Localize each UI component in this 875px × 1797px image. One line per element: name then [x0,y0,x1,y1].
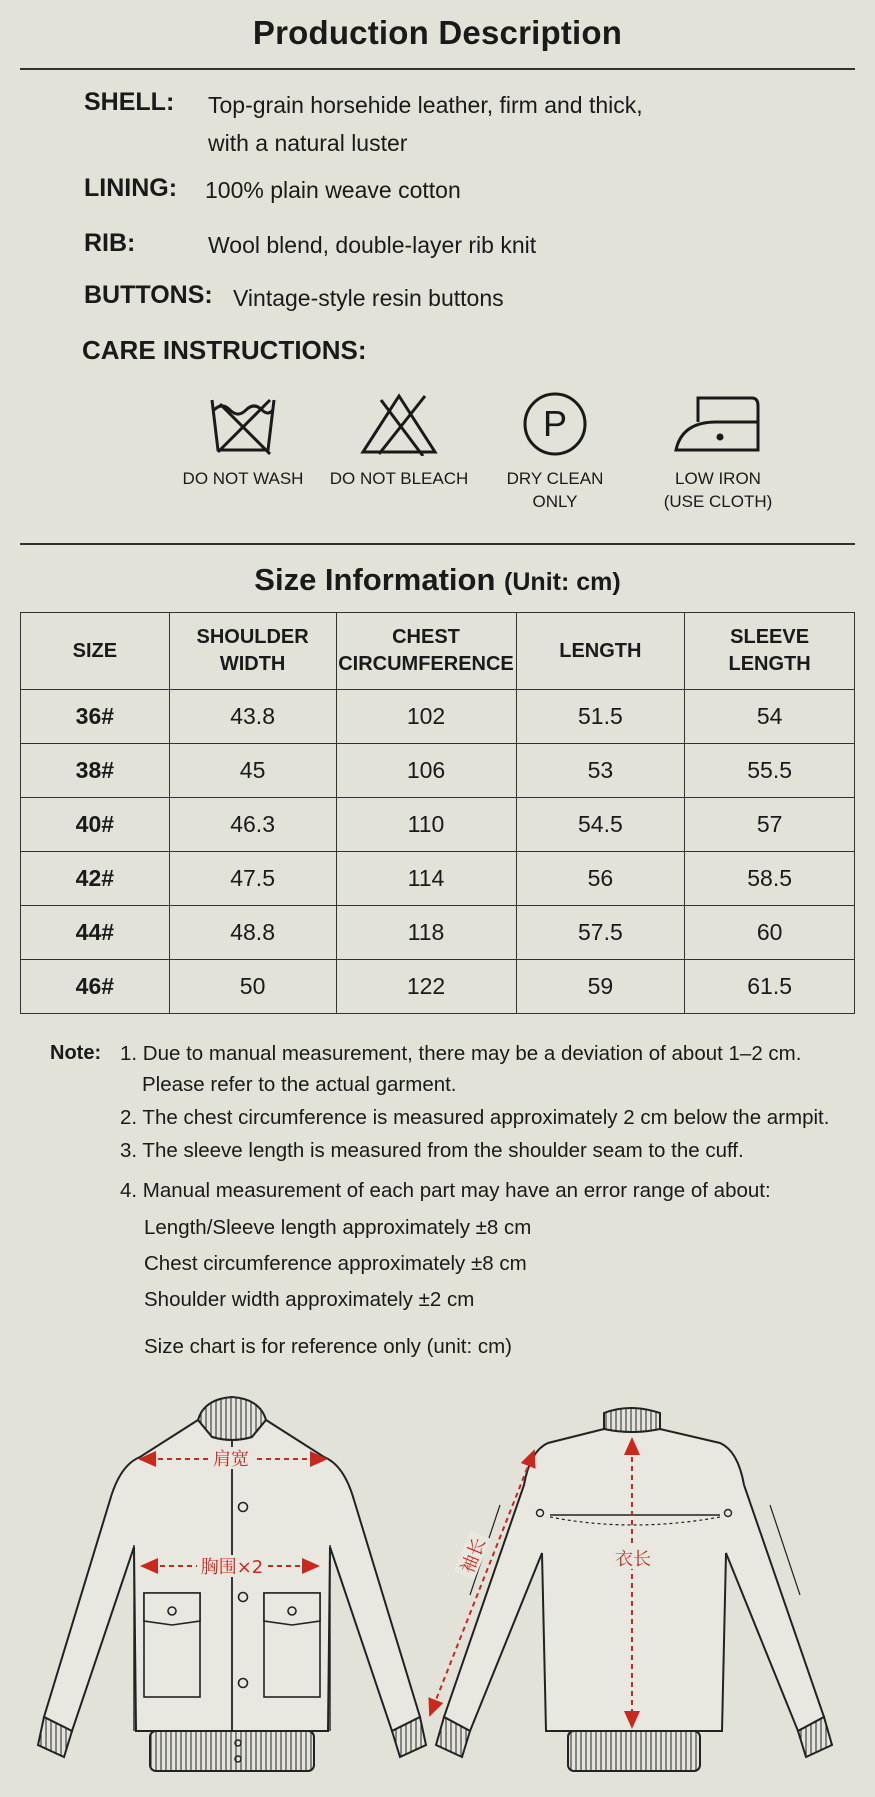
do-not-bleach-icon [359,392,439,456]
note-1: 1. Due to manual measurement, there may be a deviation of about 1–2 cm. [120,1042,802,1065]
table-cell: 122 [336,960,516,1014]
table-cell: 59 [516,960,685,1014]
divider [20,543,855,545]
care-low-iron [633,392,803,513]
table-cell: 60 [685,906,855,960]
table-row [21,798,855,852]
care-do-not-wash [158,392,328,490]
table-cell: 50 [169,960,336,1014]
care-dry-clean [470,392,640,513]
column-header-shoulder-width: SHOULDER WIDTH [169,613,336,690]
note-1-cont: Please refer to the actual garment. [142,1073,457,1096]
spec-label-shell: SHELL: [84,88,175,116]
size-cell: 42# [21,852,170,906]
spec-label-buttons: BUTTONS: [84,281,213,309]
note-3: 3. The sleeve length is measured from the shoulder seam to the cuff. [120,1139,744,1162]
note-2: 2. The chest circumference is measured approximately 2 cm below the armpit. [120,1106,830,1129]
table-cell: 58.5 [685,852,855,906]
size-info-unit: (Unit: cm) [504,568,621,596]
table-cell: 43.8 [169,690,336,744]
jacket-measurement-diagram [0,1385,875,1797]
care-label: DO NOT WASH [182,469,304,488]
chest-label: 胸围×2 [200,1557,264,1578]
table-cell: 114 [336,852,516,906]
spec-value-line: with a natural luster [208,130,408,156]
table-cell: 57.5 [516,906,685,960]
table-row [21,852,855,906]
spec-value-lining: 100% plain weave cotton [205,177,461,203]
size-table [20,612,855,1014]
table-cell: 54 [685,690,855,744]
table-cell: 61.5 [685,960,855,1014]
table-row [21,906,855,960]
dry-clean-icon [520,392,590,456]
length-label: 衣长 [615,1549,651,1570]
table-row [21,690,855,744]
note-label: Note: [50,1042,102,1064]
care-instructions-title: CARE INSTRUCTIONS: [82,335,367,365]
care-label: DRY CLEAN ONLY [506,469,604,511]
spec-value-rib: Wool blend, double-layer rib knit [208,232,537,258]
column-header-length: LENGTH [516,613,685,690]
divider [20,68,855,70]
care-do-not-bleach [314,392,484,490]
spec-value-shell [208,86,643,162]
table-cell: 48.8 [169,906,336,960]
care-label: LOW IRON (USE CLOTH) [663,469,773,511]
table-cell: 51.5 [516,690,685,744]
column-header-chest: CHEST CIRCUMFERENCE [336,613,516,690]
table-row [21,744,855,798]
shoulder-width-label: 肩宽 [213,1449,249,1470]
sleeve-length-label: 袖长 [457,1535,491,1577]
tolerance-shoulder: Shoulder width approximately ±2 cm [144,1288,475,1311]
table-cell: 57 [685,798,855,852]
spec-label-rib: RIB: [84,229,136,257]
table-cell: 54.5 [516,798,685,852]
table-cell: 118 [336,906,516,960]
spec-value-line: Top-grain horsehide leather, firm and thick, [208,92,643,118]
low-iron-icon [672,392,764,456]
care-label: DO NOT BLEACH [329,469,469,488]
column-header-size: SIZE [21,613,170,690]
size-cell: 44# [21,906,170,960]
production-title: Production Description [252,14,623,51]
do-not-wash-icon [206,392,280,456]
column-header-sleeve-length: SLEEVE LENGTH [685,613,855,690]
dry-clean-symbol: P [542,403,568,444]
table-cell: 55.5 [685,744,855,798]
size-cell: 36# [21,690,170,744]
table-header-row [21,613,855,690]
table-cell: 47.5 [169,852,336,906]
table-cell: 46.3 [169,798,336,852]
spec-label-lining: LINING: [84,174,178,202]
tolerance-chest: Chest circumference approximately ±8 cm [144,1252,527,1275]
table-cell: 53 [516,744,685,798]
table-cell: 45 [169,744,336,798]
size-cell: 40# [21,798,170,852]
back-jacket-drawing [436,1408,832,1771]
size-info-heading: Size Information [254,562,496,597]
table-cell: 102 [336,690,516,744]
size-info-title [0,562,875,598]
size-cell: 46# [21,960,170,1014]
table-cell: 110 [336,798,516,852]
reference-note: Size chart is for reference only (unit: cm) [144,1335,512,1358]
tolerance-length: Length/Sleeve length approximately ±8 cm [144,1216,532,1239]
table-cell: 106 [336,744,516,798]
size-cell: 38# [21,744,170,798]
note-4: 4. Manual measurement of each part may have an error range of about: [120,1179,771,1202]
table-row [21,960,855,1014]
spec-value-buttons: Vintage-style resin buttons [233,285,504,311]
table-cell: 56 [516,852,685,906]
